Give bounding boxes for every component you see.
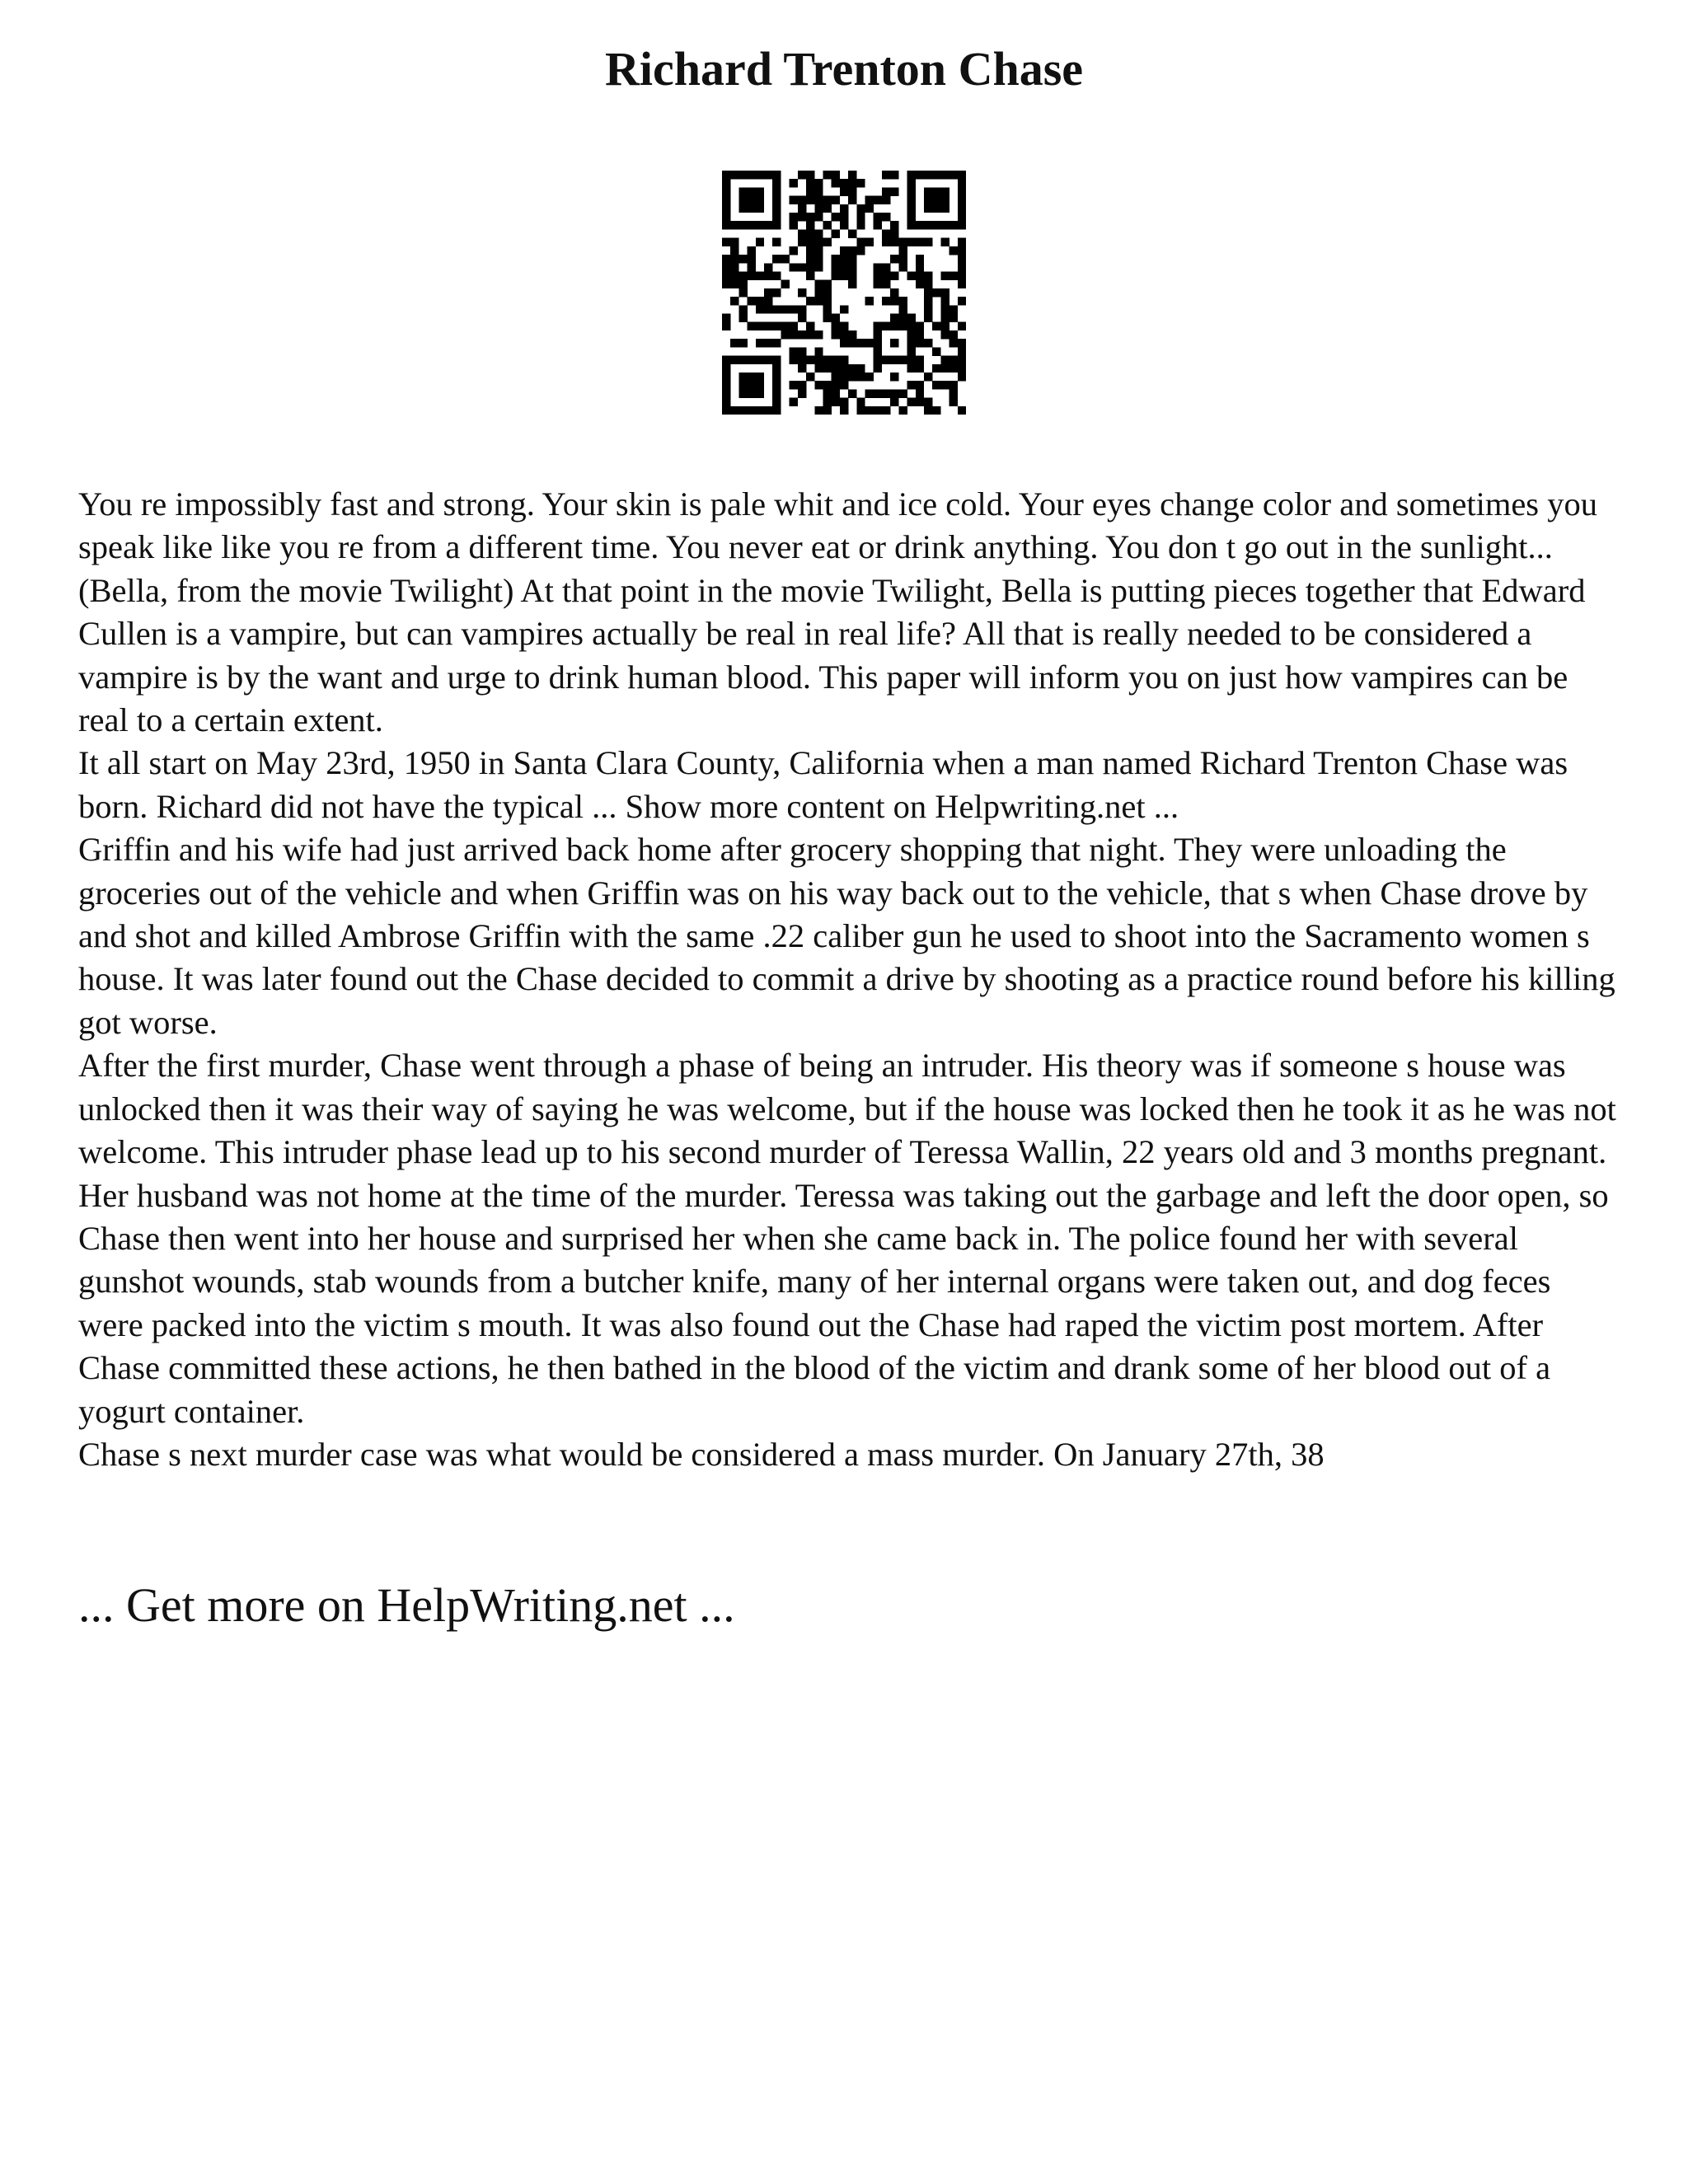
paragraph-mass-murder: Chase s next murder case was what would be considered a mass murder. On January 27th, 38 <box>78 1435 1325 1473</box>
paragraph-intruder: After the first murder, Chase went through a phase of being an intruder. His theory was if someone s house was unlocked then it was their way of saying he was welcome, but if the house was locked then he took it as he was not welcome. This intruder phase lead up to his second murder of Teressa Wallin, 22 years old and 3 months pregnant. Her husband was not home at the time of the murder. Teressa was taking out the garbage and left the door open, so Chase then went into her house and surprised her when she came back in. The police found her with several gunshot wounds, stab wounds from a butcher knife, many of her internal organs were taken out, and dog feces were packed into the victim s mouth. It was also found out the Chase had raped the victim post mortem. After Chase committed these actions, he then bathed in the blood of the victim and drank some of her blood out of a yogurt container. <box>78 1047 1616 1430</box>
paragraph-birth: It all start on May 23rd, 1950 in Santa Clara County, California when a man named Richard Trenton Chase was born. Richard did not have the typical ... Show more content on Helpwriting.net ... <box>78 744 1568 825</box>
page-title: Richard Trenton Chase <box>604 42 1084 96</box>
get-more-link[interactable]: ... Get more on HelpWriting.net ... <box>78 1578 735 1632</box>
article-body <box>78 483 1620 1476</box>
paragraph-intro: You re impossibly fast and strong. Your skin is pale whit and ice cold. Your eyes change color and sometimes you speak like like you re from a different time. You never eat or drink anything. You don t go out in the sunlight... (Bella, from the movie Twilight) At that point in the movie Twilight, Bella is putting pieces together that Edward Cullen is a vampire, but can vampires actually be real in real life? All that is really needed to be considered a vampire is by the want and urge to drink human blood. This paper will inform you on just how vampires can be real to a certain extent. <box>78 485 1597 739</box>
qr-code-icon <box>722 171 966 415</box>
paragraph-griffin: Griffin and his wife had just arrived back home after grocery shopping that night. They were unloading the groceries out of the vehicle and when Griffin was on his way back out to the vehicle, that s when Chase drove by and shot and killed Ambrose Griffin with the same .22 caliber gun he used to shoot into the Sacramento women s house. It was later found out the Chase decided to commit a drive by shooting as a practice round before his killing got worse. <box>78 831 1615 1041</box>
